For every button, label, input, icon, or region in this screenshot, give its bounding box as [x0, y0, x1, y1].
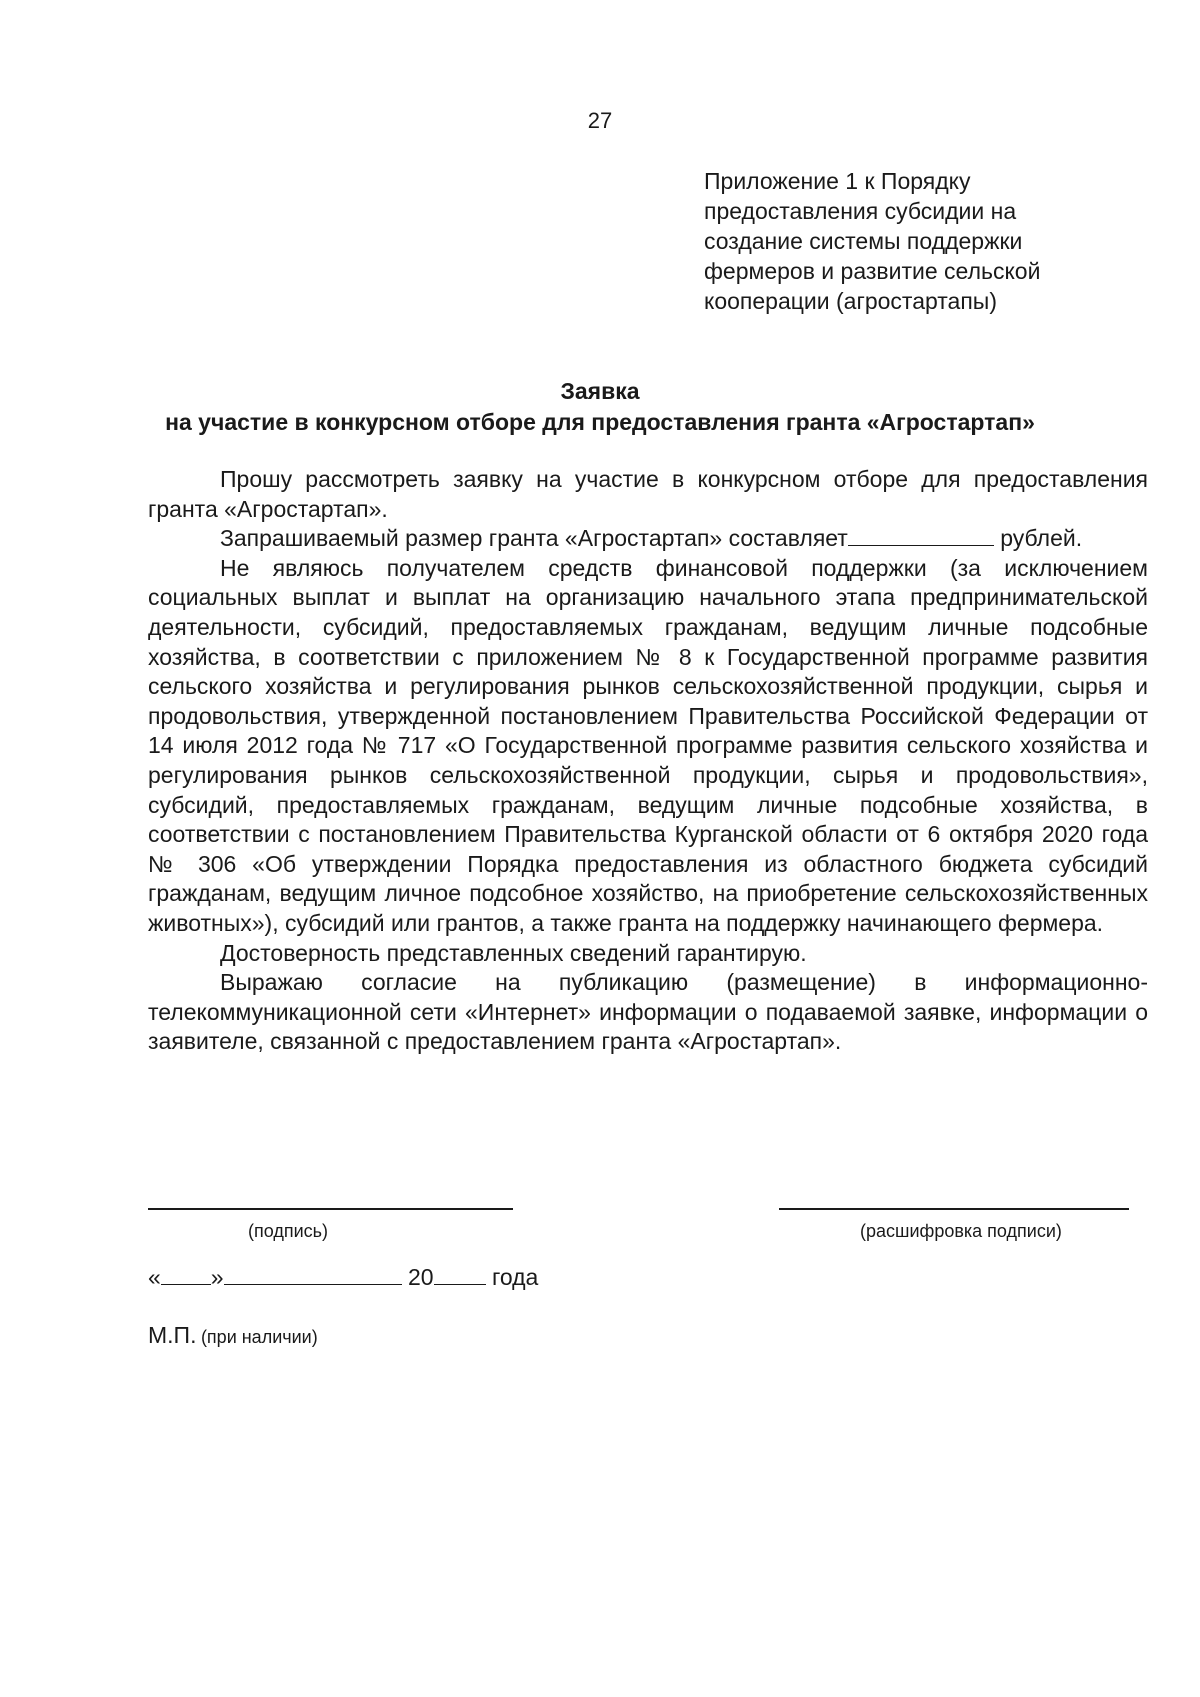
- declaration-paragraph: Не являюсь получателем средств финансовой поддержки (за исключением социальных выплат и выплат на организацию начального этапа предпринимательской деятельности, субсидий, предоставляемых гражданам, ведущим личные подсобные хозяйства, в соответствии с приложением № 8 к Государственной программе развития сельского хозяйства и регулирования рынков сельскохозяйственной продукции, сырья и продовольствия, утвержденной постановлением Правительства Российской Федерации от 14 июля 2012 года № 717 «О Государственной программе развития сельского хозяйства и регулирования рынков сельскохозяйственной продукции, сырья и продовольствия», субсидий, предоставляемых гражданам, ведущим личные подсобные хозяйства, в соответствии с постановлением Правительства Курганской области от 6 октября 2020 года № 306 «Об утверждении Порядка предоставления из областного бюджета субсидий гражданам, ведущим личное подсобное хозяйство, на приобретение сельскохозяйственных животных»), субсидий или грантов, а также гранта на поддержку начинающего фермера.: [148, 554, 1148, 936]
- consent-paragraph: Выражаю согласие на публикацию (размещение) в информационно-телекоммуникационной сети «Интернет» информации о подаваемой заявке, информации о заявителе, связанной с предоставлением гранта «Агростартап».: [148, 969, 1148, 1055]
- grant-amount-paragraph: [148, 524, 1148, 554]
- currency-label: рублей.: [1000, 525, 1083, 552]
- request-paragraph: Прошу рассмотреть заявку на участие в конкурсном отборе для предоставления гранта «Агростартап».: [148, 466, 1148, 522]
- document-title: Заявка: [560, 378, 640, 404]
- month-blank[interactable]: [224, 1264, 402, 1285]
- stamp-note: (при наличии): [200, 1327, 318, 1347]
- year-blank[interactable]: [434, 1264, 486, 1285]
- year-century: 20: [407, 1264, 434, 1290]
- grant-amount-label: Запрашиваемый размер гранта «Агростартап» составляет: [220, 525, 848, 552]
- date-close-quote: »: [210, 1264, 224, 1290]
- appendix-note: [704, 166, 1164, 316]
- date-open-quote: «: [148, 1264, 161, 1290]
- appendix-line: создание системы поддержки: [704, 228, 1023, 254]
- signature-caption: (подпись): [248, 1221, 329, 1241]
- year-suffix: года: [491, 1264, 539, 1290]
- signature-transcript-line[interactable]: [779, 1208, 1129, 1210]
- accuracy-paragraph: Достоверность представленных сведений гарантирую.: [220, 939, 807, 966]
- signature-line[interactable]: [148, 1208, 513, 1210]
- appendix-line: Приложение 1 к Порядку: [704, 168, 971, 194]
- document-subtitle: на участие в конкурсном отборе для предоставления гранта «Агростартап»: [165, 409, 1035, 435]
- application-body: [148, 465, 1148, 1057]
- page-number: 27: [587, 108, 613, 133]
- stamp-placeholder: [148, 1322, 318, 1349]
- appendix-line: предоставления субсидии на: [704, 198, 1017, 224]
- appendix-line: фермеров и развитие сельской: [704, 258, 1041, 284]
- date-line: [148, 1264, 538, 1291]
- signature-transcript-caption: (расшифровка подписи): [860, 1221, 1062, 1241]
- grant-amount-blank[interactable]: [848, 525, 994, 546]
- stamp-label: М.П.: [148, 1322, 197, 1348]
- day-blank[interactable]: [161, 1264, 211, 1285]
- appendix-line: кооперации (агростартапы): [704, 288, 997, 314]
